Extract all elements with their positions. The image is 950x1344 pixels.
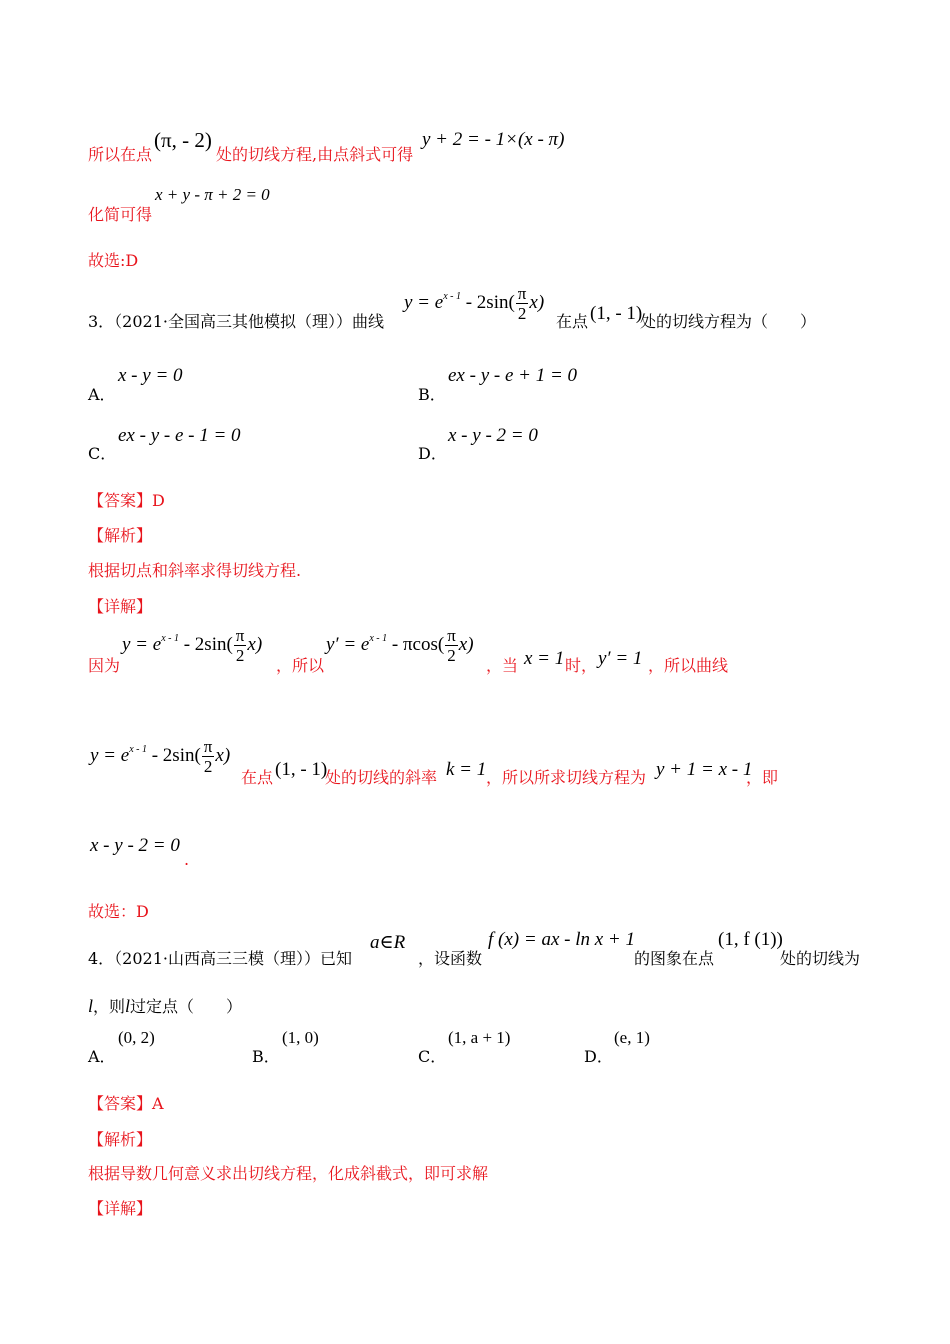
q4-detail-label: 【详解】 [88, 1199, 153, 1218]
q3-curve-formula: $y = e^{x - 1} - 2\sin$( $\frac{\pi}{2}$ x) [404, 284, 545, 323]
q4-line2: l，则l过定点（ ） [88, 996, 243, 1016]
q4-point-formula: (1, f (1)) [718, 929, 783, 950]
q3-analysis-text: 根据切点和斜率求得切线方程. [88, 561, 302, 580]
q3-detail-tangent-text: ，所以所求切线方程为 [486, 768, 647, 787]
q2-choice: 故选:D [88, 251, 139, 270]
q4-option-b-formula: (1, 0) [282, 1028, 319, 1047]
q4-answer: 【答案】A [88, 1094, 164, 1113]
q3-detail-so: ，所以 [276, 656, 325, 675]
q3-detail-so-curve: ，所以曲线 [648, 656, 729, 675]
q4-analysis-text: 根据导数几何意义求出切线方程，化成斜截式，即可求解 [88, 1164, 489, 1183]
q4-option-d-label: D． [584, 1047, 613, 1066]
q3-option-c-label: C． [88, 444, 117, 463]
q3-detail-at-point: 在点 [241, 768, 274, 787]
q3-detail-label: 【详解】 [88, 597, 153, 616]
q3-stem-mid: 在点 [556, 312, 589, 331]
q4-graph-at: 的图象在点 [634, 949, 715, 968]
q4-option-a-label: A． [88, 1047, 116, 1066]
q3-point-formula: (1, - 1) [590, 303, 643, 324]
q4-stem-prefix: 4．（2021·山西高三三模（理））已知 [88, 949, 352, 968]
q3-detail-ie: ，即 [746, 768, 779, 787]
q4-tangent: 处的切线为 [780, 949, 861, 968]
q3-detail-tangent-formula: y + 1 = x - 1 [656, 759, 753, 780]
q3-option-d-label: D． [418, 444, 447, 463]
q3-detail-function-formula: $y = e^{x - 1} - 2\sin$( $\frac{\pi}{2}$ x) [122, 626, 263, 665]
q3-detail-yprime-formula: y′ = 1 [598, 648, 643, 669]
q3-stem-prefix: 3．（2021·全国高三其他模拟（理））曲线 [88, 312, 384, 331]
q2-point-slope-formula: y + 2 = - 1×(x - π) [422, 129, 565, 150]
q3-detail-x-formula: x = 1 [524, 648, 565, 669]
q4-analysis-label: 【解析】 [88, 1130, 153, 1149]
q4-a-in-r-formula: a∈R [370, 932, 406, 953]
q3-option-a-label: A． [88, 385, 116, 404]
q3-detail-derivative-formula: $y' = e^{x - 1} - \pi\cos$( $\frac{\pi}{2}$ x) [326, 626, 474, 665]
q3-option-b-formula: ex - y - e + 1 = 0 [448, 365, 578, 386]
q3-detail-final-dot: . [184, 850, 190, 869]
q3-choice: 故选：D [88, 902, 149, 921]
q3-detail-when: ，当 [486, 656, 519, 675]
q4-comma-set: ，设函数 [418, 949, 483, 968]
q3-detail-k-formula: k = 1 [446, 759, 487, 780]
q2-line1-prefix: 所以在点 [88, 145, 153, 164]
q2-line2-prefix: 化简可得 [88, 205, 153, 224]
q3-option-b-label: B． [418, 385, 446, 404]
q2-line1-mid: 处的切线方程,由点斜式可得 [216, 145, 414, 164]
q3-detail-because: 因为 [88, 656, 121, 675]
q3-detail-time: 时， [565, 656, 598, 675]
q3-option-c-formula: ex - y - e - 1 = 0 [118, 425, 241, 446]
q3-detail-point-formula: (1, - 1) [275, 759, 328, 780]
q3-analysis-label: 【解析】 [88, 526, 153, 545]
q4-option-c-formula: (1, a + 1) [448, 1028, 511, 1047]
q3-answer: 【答案】D [88, 491, 165, 510]
q4-option-c-label: C． [418, 1047, 447, 1066]
q2-simplified-formula: x + y - π + 2 = 0 [155, 185, 270, 204]
q3-detail-curve-formula: $y = e^{x - 1} - 2\sin$( $\frac{\pi}{2}$ x) [90, 737, 231, 776]
q3-option-a-formula: x - y = 0 [118, 365, 183, 386]
q4-option-d-formula: (e, 1) [614, 1028, 650, 1047]
q4-option-b-label: B． [252, 1047, 280, 1066]
q4-option-a-formula: (0, 2) [118, 1028, 155, 1047]
q3-stem-end: 处的切线方程为（ ） [640, 312, 817, 331]
q3-option-d-formula: x - y - 2 = 0 [448, 425, 538, 446]
q3-detail-slope-text: 处的切线的斜率 [325, 768, 438, 787]
q2-point-formula: (π, - 2) [154, 128, 212, 152]
q4-function-formula: f (x) = ax - ln x + 1 [488, 929, 635, 950]
q3-detail-final-formula: x - y - 2 = 0 [90, 835, 180, 856]
